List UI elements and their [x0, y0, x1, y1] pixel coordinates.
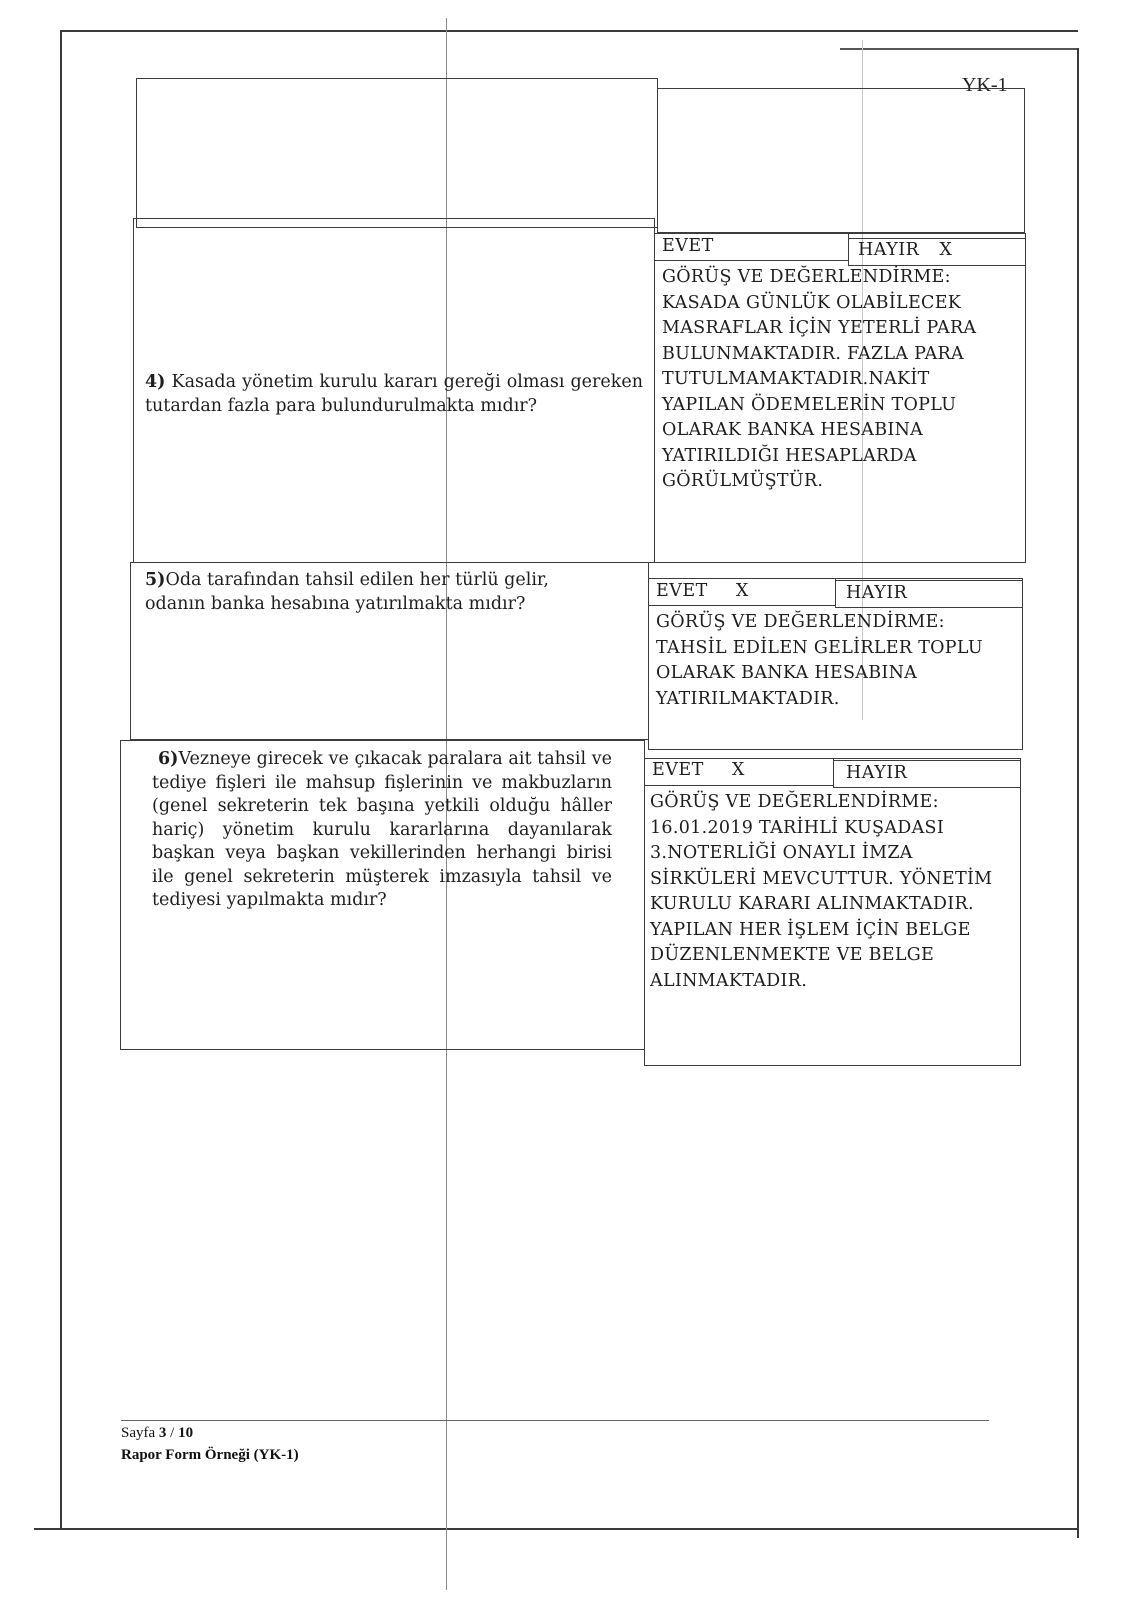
question-6-number: 6)	[158, 749, 179, 769]
answer-4-evet: EVET	[662, 236, 714, 256]
footer-rule	[121, 1420, 989, 1421]
answer-6-hayir: HAYIR	[846, 763, 908, 783]
answer-4-hayir: HAYIR X	[858, 240, 953, 260]
answer-6-evet: EVET X	[652, 760, 745, 780]
form-code: YK-1	[962, 74, 1008, 96]
question-6-body: Vezneye girecek ve çıkacak paralara ait tahsil ve tediye fişleri ile mahsup fişlerinin ve makbuzların (genel sekreterin tek başına yetkili olduğu hâller hariç) yönetim kurulu kararlarına dayanılarak başkan veya başkan vekillerinden herhangi birisi ile genel sekreterin müşterek imzasıyla tahsil ve tediyesi yapılmakta mıdır?	[152, 749, 612, 910]
form-title: Rapor Form Örneği (YK-1)	[121, 1447, 299, 1463]
question-5-number: 5)	[145, 570, 166, 590]
answer-5-text: GÖRÜŞ VE DEĞERLENDİRME: TAHSİL EDİLEN GELİRLER TOPLU OLARAK BANKA HESABINA YATIRILMAKTADIR.	[656, 612, 983, 709]
question-4-body: Kasada yönetim kurulu kararı gereği olması gereken tutardan fazla para bulundurulmakta mıdır?	[145, 372, 643, 416]
top-left-cell	[136, 78, 658, 228]
page-frame-right	[1077, 48, 1079, 1538]
page-frame-top	[60, 30, 1078, 32]
footer	[121, 1422, 299, 1466]
answer-4-text: GÖRÜŞ VE DEĞERLENDİRME: KASADA GÜNLÜK OLABİLECEK MASRAFLAR İÇİN YETERLİ PARA BULUNMAKTADIR. FAZLA PARA TUTULMAMAKTADIR.NAKİT YAPILAN ÖDEMELERİN TOPLU OLARAK BANKA HESABINA YATIRILDIĞI HESAPLARDA GÖRÜLMÜŞTÜR.	[662, 267, 977, 491]
answer-6-text: GÖRÜŞ VE DEĞERLENDİRME: 16.01.2019 TARİHLİ KUŞADASI 3.NOTERLİĞİ ONAYLI İMZA SİRKÜLERİ MEVCUTTUR. YÖNETİM KURULU KARARI ALINMAKTADIR. YAPILAN HER İŞLEM İÇİN BELGE DÜZENLENMEKTE VE BELGE ALINMAKTADIR.	[650, 792, 993, 991]
question-4-number: 4)	[145, 372, 166, 392]
answer-5-hayir: HAYIR	[846, 583, 908, 603]
question-5-body: Oda tarafından tahsil edilen her türlü gelir, odanın banka hesabına yatırılmakta mıdır?	[145, 570, 549, 614]
top-right-cell	[657, 88, 1025, 233]
page-frame-bottom	[34, 1528, 1078, 1530]
question-6-text	[152, 748, 612, 913]
page-frame-top-right	[840, 48, 1078, 50]
page-frame-left	[60, 30, 62, 1530]
answer-5-evet: EVET X	[656, 581, 749, 601]
question-4-text	[145, 370, 643, 418]
page-number: Sayfa 3 / 10	[121, 1425, 194, 1441]
question-5-text	[145, 568, 575, 616]
